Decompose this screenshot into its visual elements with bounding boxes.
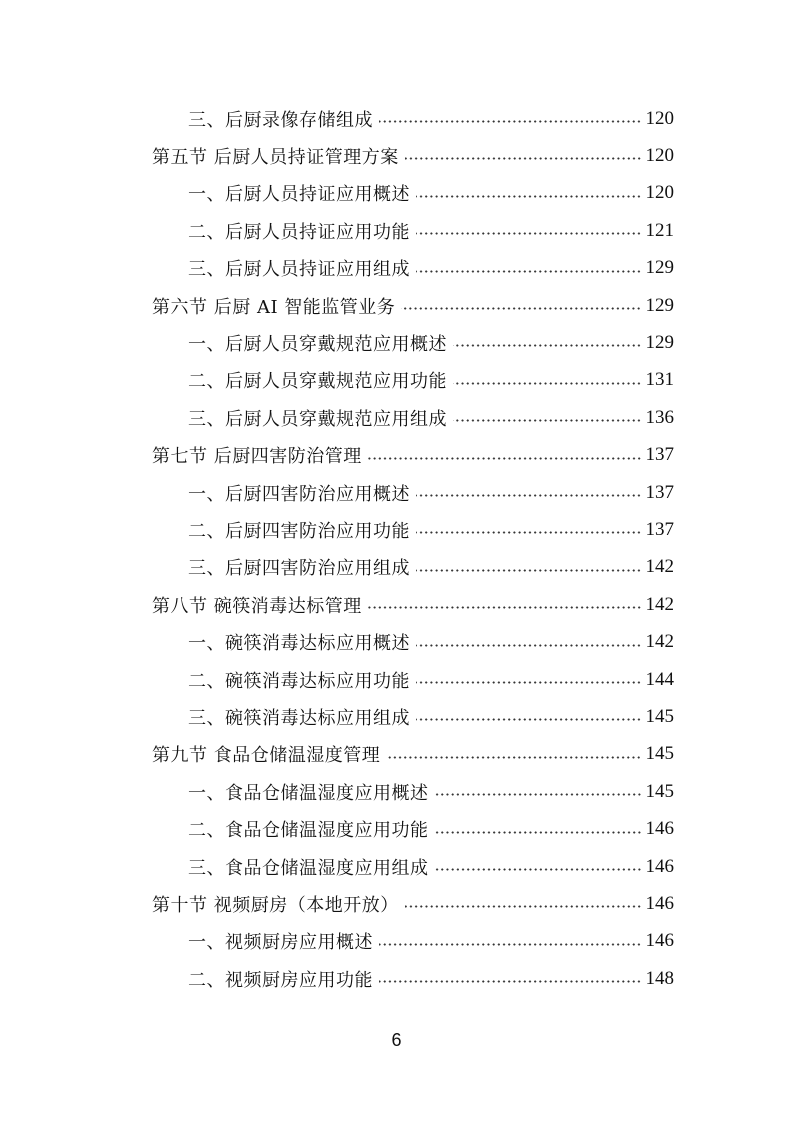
toc-entry[interactable] (188, 250, 674, 287)
toc-entry-page: 146 (645, 818, 674, 840)
toc-entry[interactable] (188, 324, 674, 361)
dot-leader (435, 868, 642, 871)
toc-entry-title: 一、视频厨房应用概述 (188, 932, 373, 954)
dot-leader (453, 382, 642, 385)
toc-section-title: 第八节 碗筷消毒达标管理 (152, 595, 362, 617)
toc-entry-page: 131 (645, 369, 674, 391)
toc-section[interactable] (152, 287, 674, 324)
dot-leader (435, 793, 642, 796)
toc-entry-title: 二、后厨四害防治应用功能 (188, 520, 410, 542)
toc-section-page: 137 (645, 444, 674, 466)
dot-leader (386, 756, 641, 759)
toc-entry-page: 137 (645, 481, 674, 503)
toc-entry-page: 121 (645, 219, 674, 241)
toc-entry-page: 129 (645, 331, 674, 353)
toc-entry-title: 一、食品仓储温湿度应用概述 (188, 782, 429, 804)
toc-section[interactable] (152, 885, 674, 922)
dot-leader (368, 457, 642, 460)
toc-entry-page: 142 (645, 631, 674, 653)
toc-entry[interactable] (188, 175, 674, 212)
toc-entry-title: 二、视频厨房应用功能 (188, 969, 373, 991)
dot-leader (405, 905, 642, 908)
toc-entry-page: 145 (645, 705, 674, 727)
page-number: 6 (391, 1030, 402, 1050)
dot-leader (416, 494, 642, 497)
toc-entry[interactable] (188, 549, 674, 586)
toc-section-page: 145 (645, 743, 674, 765)
dot-leader (416, 569, 642, 572)
dot-leader (435, 831, 642, 834)
toc-entry-title: 一、后厨人员持证应用概述 (188, 184, 410, 206)
toc-entry-page: 144 (645, 668, 674, 690)
toc-entry-title: 一、后厨四害防治应用概述 (188, 483, 410, 505)
toc-entry-title: 三、碗筷消毒达标应用组成 (188, 707, 410, 729)
toc-entry-page: 146 (645, 930, 674, 952)
toc-section-title: 第十节 视频厨房（本地开放） (152, 894, 399, 916)
toc-section-page: 142 (645, 593, 674, 615)
dot-leader (379, 943, 642, 946)
dot-leader (453, 344, 642, 347)
toc-entry-title: 一、后厨人员穿戴规范应用概述 (188, 333, 447, 355)
toc-section[interactable] (152, 137, 674, 174)
dot-leader (416, 718, 642, 721)
toc-entry-page: 120 (645, 182, 674, 204)
toc-entry[interactable] (188, 960, 674, 997)
toc-entry[interactable] (188, 661, 674, 698)
dot-leader (416, 195, 642, 198)
toc-entry-page: 142 (645, 556, 674, 578)
toc-section[interactable] (152, 586, 674, 623)
toc-entry-title: 三、后厨录像存储组成 (188, 109, 373, 131)
toc-entry-page: 148 (645, 967, 674, 989)
toc-entry[interactable] (188, 773, 674, 810)
dot-leader (405, 157, 642, 160)
toc-entry-page: 120 (645, 107, 674, 129)
toc-section-title: 第六节 后厨 AI 智能监管业务 (152, 296, 396, 318)
toc-entry[interactable] (188, 811, 674, 848)
dot-leader (453, 419, 642, 422)
toc-entry[interactable] (188, 624, 674, 661)
toc-entry-title: 三、后厨四害防治应用组成 (188, 558, 410, 580)
toc-section[interactable] (152, 437, 674, 474)
toc-section[interactable] (152, 736, 674, 773)
dot-leader (368, 606, 642, 609)
toc-section-page: 129 (645, 294, 674, 316)
toc-section-title: 第九节 食品仓储温湿度管理 (152, 745, 381, 767)
toc-entry-title: 三、后厨人员持证应用组成 (188, 259, 410, 281)
toc-section-title: 第七节 后厨四害防治管理 (152, 446, 362, 468)
toc-entry-page: 145 (645, 780, 674, 802)
toc-entry[interactable] (188, 100, 674, 137)
toc-section-page: 120 (645, 144, 674, 166)
toc-entry[interactable] (188, 923, 674, 960)
toc-entry-title: 二、后厨人员持证应用功能 (188, 221, 410, 243)
dot-leader (379, 980, 642, 983)
toc-entry-title: 二、食品仓储温湿度应用功能 (188, 820, 429, 842)
toc-entry-page: 136 (645, 406, 674, 428)
dot-leader (416, 531, 642, 534)
toc-entry-title: 二、碗筷消毒达标应用功能 (188, 670, 410, 692)
toc-entry[interactable] (188, 698, 674, 735)
dot-leader (416, 270, 642, 273)
toc-entry-title: 三、后厨人员穿戴规范应用组成 (188, 408, 447, 430)
toc-entry-page: 146 (645, 855, 674, 877)
toc-entry[interactable] (188, 399, 674, 436)
toc-entry[interactable] (188, 212, 674, 249)
dot-leader (379, 120, 642, 123)
toc-section-page: 146 (645, 892, 674, 914)
dot-leader (416, 681, 642, 684)
toc-entry[interactable] (188, 848, 674, 885)
dot-leader (401, 307, 641, 310)
toc-entry-title: 三、食品仓储温湿度应用组成 (188, 857, 429, 879)
dot-leader (416, 644, 642, 647)
dot-leader (416, 232, 642, 235)
toc-entry-page: 129 (645, 257, 674, 279)
toc-entry-title: 一、碗筷消毒达标应用概述 (188, 633, 410, 655)
toc-entry[interactable] (188, 362, 674, 399)
toc-entry[interactable] (188, 474, 674, 511)
toc-entry-page: 137 (645, 518, 674, 540)
toc-section-title: 第五节 后厨人员持证管理方案 (152, 146, 399, 168)
toc-entry-title: 二、后厨人员穿戴规范应用功能 (188, 371, 447, 393)
toc-entry[interactable] (188, 511, 674, 548)
